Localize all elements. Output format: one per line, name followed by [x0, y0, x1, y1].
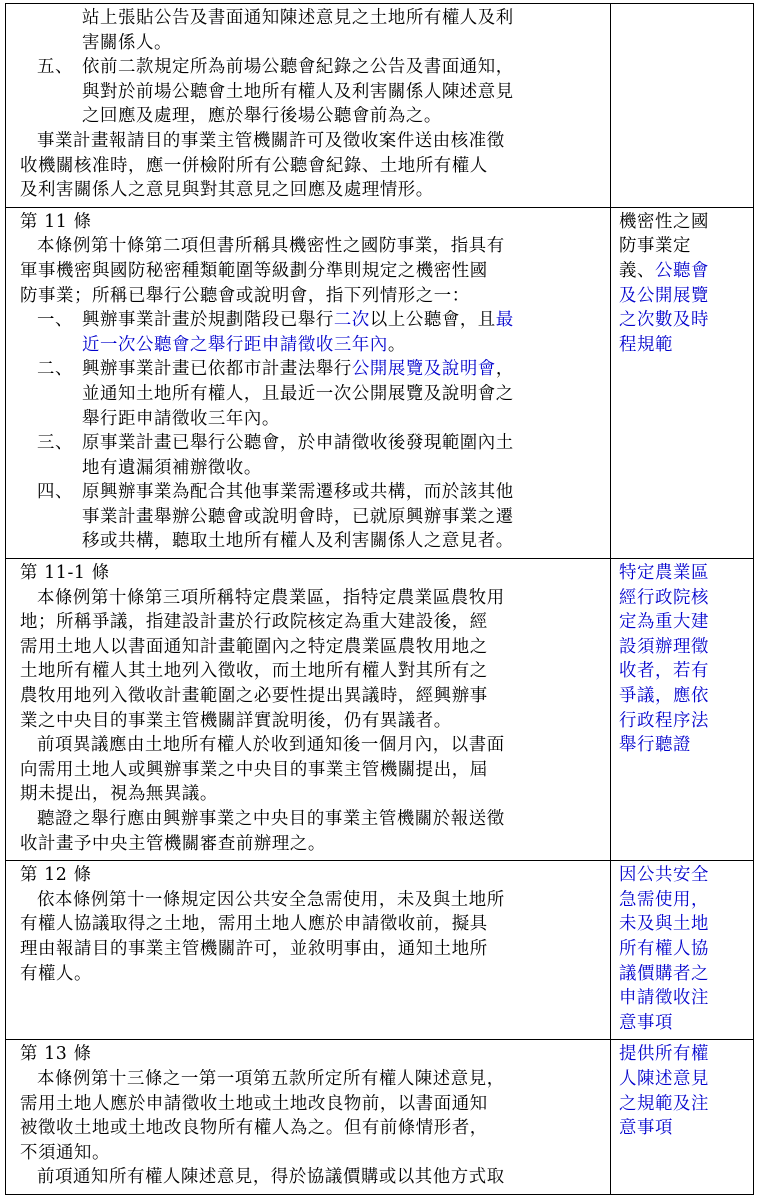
- note-line: 意事項: [619, 1012, 673, 1033]
- article-text-cell: [6, 4, 611, 208]
- text-line: 站上張貼公告及書面通知陳述意見之土地所有權人及利: [82, 8, 514, 28]
- note-line: 之次數及時: [619, 310, 709, 331]
- note-line: 意事項: [619, 1118, 673, 1139]
- text-line: 前項異議應由土地所有權人於收到通知後一個月內，以書面: [37, 735, 505, 756]
- text-line: 並通知土地所有權人，且最近一次公開展覽及說明會之: [82, 383, 514, 404]
- item-number: 二、: [37, 359, 73, 380]
- note-line: 申請徵收注: [619, 988, 709, 1009]
- text-line: [82, 308, 596, 333]
- note-line: 因公共安全: [619, 865, 709, 886]
- list-item: [20, 431, 596, 480]
- note-line: 之規範及注: [619, 1093, 709, 1114]
- text-line: 有權人協議取得之土地，需用土地人應於申請徵收前，擬具: [20, 914, 488, 935]
- text-line: 本條例第十三條之一第一項第五款所定所有權人陳述意見，: [37, 1068, 505, 1089]
- list-item: [20, 308, 596, 357]
- article-text-cell: [6, 861, 611, 1040]
- text-line: 土地所有權人其土地列入徵收，而土地所有權人對其所有之: [20, 661, 488, 682]
- note-line: 程規範: [619, 334, 673, 355]
- note-line: 設須辦理徵: [619, 636, 709, 657]
- note-cell: [611, 207, 754, 558]
- note-line: 爭議，應依: [619, 686, 709, 707]
- text-line: [82, 357, 596, 382]
- text-line: 地有遺漏須補辦徵收。: [82, 457, 262, 478]
- note-line: 經行政院核: [619, 587, 709, 608]
- item-number: 四、: [37, 482, 73, 503]
- note-line: 提供所有權: [619, 1044, 709, 1065]
- text-line: 事業計畫報請目的事業主管機關許可及徵收案件送由核准徵: [37, 130, 505, 151]
- table-row: [6, 559, 754, 861]
- text-line: 之回應及處理，應於舉行後場公聽會前為之。: [82, 106, 442, 127]
- table-row: [6, 861, 754, 1040]
- note-line: 人陳述意見: [619, 1068, 709, 1089]
- text-line: 前項通知所有權人陳述意見，得於協議價購或以其他方式取: [37, 1167, 505, 1188]
- text-segment: 義、: [619, 260, 655, 281]
- list-item: [20, 55, 596, 129]
- article-title: 第 12 條: [20, 865, 92, 886]
- article-text-cell: [6, 207, 611, 558]
- highlight-text: 公聽會: [654, 260, 709, 281]
- item-number: 三、: [37, 433, 73, 454]
- note-line: [619, 259, 747, 284]
- text-line: [82, 333, 596, 358]
- text-line: 業之中央目的事業主管機關詳實說明後，仍有異議者。: [20, 710, 452, 731]
- text-line: 與對於前場公聽會土地所有權人及利害關係人陳述意見: [82, 81, 514, 102]
- text-line: 依前二款規定所為前場公聽會紀錄之公告及書面通知，: [82, 57, 514, 78]
- text-line: 需用土地人以書面通知計畫範圍內之特定農業區農牧用地之: [20, 636, 488, 657]
- text-line: 農牧用地列入徵收計畫範圍之必要性提出異議時，經興辦事: [20, 686, 488, 707]
- note-cell: [611, 559, 754, 861]
- highlight-text: 近一次公聽會之舉行距申請徵收三年內: [82, 334, 388, 355]
- item-number: 一、: [37, 310, 73, 331]
- note-line: 行政程序法: [619, 710, 709, 731]
- item-number: 五、: [37, 57, 73, 78]
- list-item: [20, 357, 596, 431]
- text-line: 收機關核准時，應一併檢附所有公聽會紀錄、土地所有權人: [20, 155, 488, 176]
- note-line: 機密性之國: [619, 211, 709, 232]
- list-item: [20, 480, 596, 554]
- text-line: 理由報請目的事業主管機關許可，並敘明事由，通知土地所: [20, 938, 488, 959]
- text-line: 依本條例第十一條規定因公共安全急需使用，未及與土地所: [37, 889, 505, 910]
- highlight-text: 最: [495, 310, 514, 331]
- highlight-text: 公開展覽及說明會: [351, 359, 496, 380]
- text-line: 軍事機密與國防秘密種類範圍等級劃分準則規定之機密性國: [20, 260, 488, 281]
- text-line: 原事業計畫已舉行公聽會，於申請徵收後發現範圍內土: [82, 433, 514, 454]
- text-segment: ，: [495, 359, 514, 380]
- article-title: 第 13 條: [20, 1044, 92, 1065]
- text-line: 有權人。: [20, 963, 92, 984]
- note-line: 未及與土地: [619, 914, 709, 935]
- note-line: 舉行聽證: [619, 735, 691, 756]
- text-segment: 以上公聽會，且: [369, 310, 496, 331]
- text-line: 聽證之舉行應由興辦事業之中央目的事業主管機關於報送徵: [37, 809, 505, 829]
- highlight-text: 二次: [333, 310, 370, 331]
- text-line: 本條例第十條第三項所稱特定農業區，指特定農業區農牧用: [37, 587, 505, 608]
- note-line: 特定農業區: [619, 563, 709, 584]
- regulation-table: [5, 3, 754, 1195]
- text-segment: 。: [387, 334, 406, 355]
- article-text-cell: [6, 559, 611, 861]
- note-line: 所有權人協: [619, 938, 709, 959]
- note-line: 及公開展覽: [619, 285, 709, 306]
- text-segment: 興辦事業計畫於規劃階段已舉行: [82, 310, 334, 331]
- note-line: 議價購者之: [619, 963, 709, 984]
- text-line: 期未提出，視為無異議。: [20, 784, 218, 805]
- text-line: 收計畫予中央主管機關審查前辦理之。: [20, 833, 326, 854]
- text-line: 地；所稱爭議，指建設計畫於行政院核定為重大建設後，經: [20, 612, 488, 633]
- text-line: 舉行距申請徵收三年內。: [82, 408, 280, 429]
- text-line: 需用土地人應於申請徵收土地或土地改良物前，以書面通知: [20, 1093, 488, 1114]
- table-row: [6, 4, 754, 208]
- table-row: [6, 1040, 754, 1195]
- article-title: 第 11-1 條: [20, 563, 110, 584]
- text-line: 事業計畫舉辦公聽會或說明會時，已就原興辦事業之遷: [82, 506, 514, 527]
- text-line: 害關係人。: [82, 32, 172, 53]
- text-line: 及利害關係人之意見與對其意見之回應及處理情形。: [20, 180, 434, 201]
- text-line: 被徵收土地或土地改良物所有權人為之。但有前條情形者，: [20, 1118, 488, 1139]
- text-line: 防事業；所稱已舉行公聽會或說明會，指下列情形之一：: [20, 285, 470, 306]
- note-line: 急需使用，: [619, 889, 709, 910]
- text-line: 原興辦事業為配合其他事業需遷移或共構，而於該其他: [82, 482, 514, 503]
- table-row: [6, 207, 754, 558]
- article-title: 第 11 條: [20, 211, 92, 232]
- note-line: 定為重大建: [619, 612, 709, 633]
- text-line: 向需用土地人或興辦事業之中央目的事業主管機關提出，屆: [20, 759, 488, 780]
- note-cell: [611, 1040, 754, 1195]
- note-cell: [611, 861, 754, 1040]
- note-line: 收者，若有: [619, 661, 709, 682]
- text-segment: 興辦事業計畫已依都市計畫法舉行: [82, 359, 352, 380]
- text-line: 不須通知。: [20, 1142, 110, 1163]
- text-line: 移或共構，聽取土地所有權人及利害關係人之意見者。: [82, 531, 514, 552]
- note-line: 防事業定: [619, 236, 691, 257]
- text-line: 本條例第十條第二項但書所稱具機密性之國防事業，指具有: [37, 236, 505, 257]
- note-cell: [611, 4, 754, 208]
- article-text-cell: [6, 1040, 611, 1195]
